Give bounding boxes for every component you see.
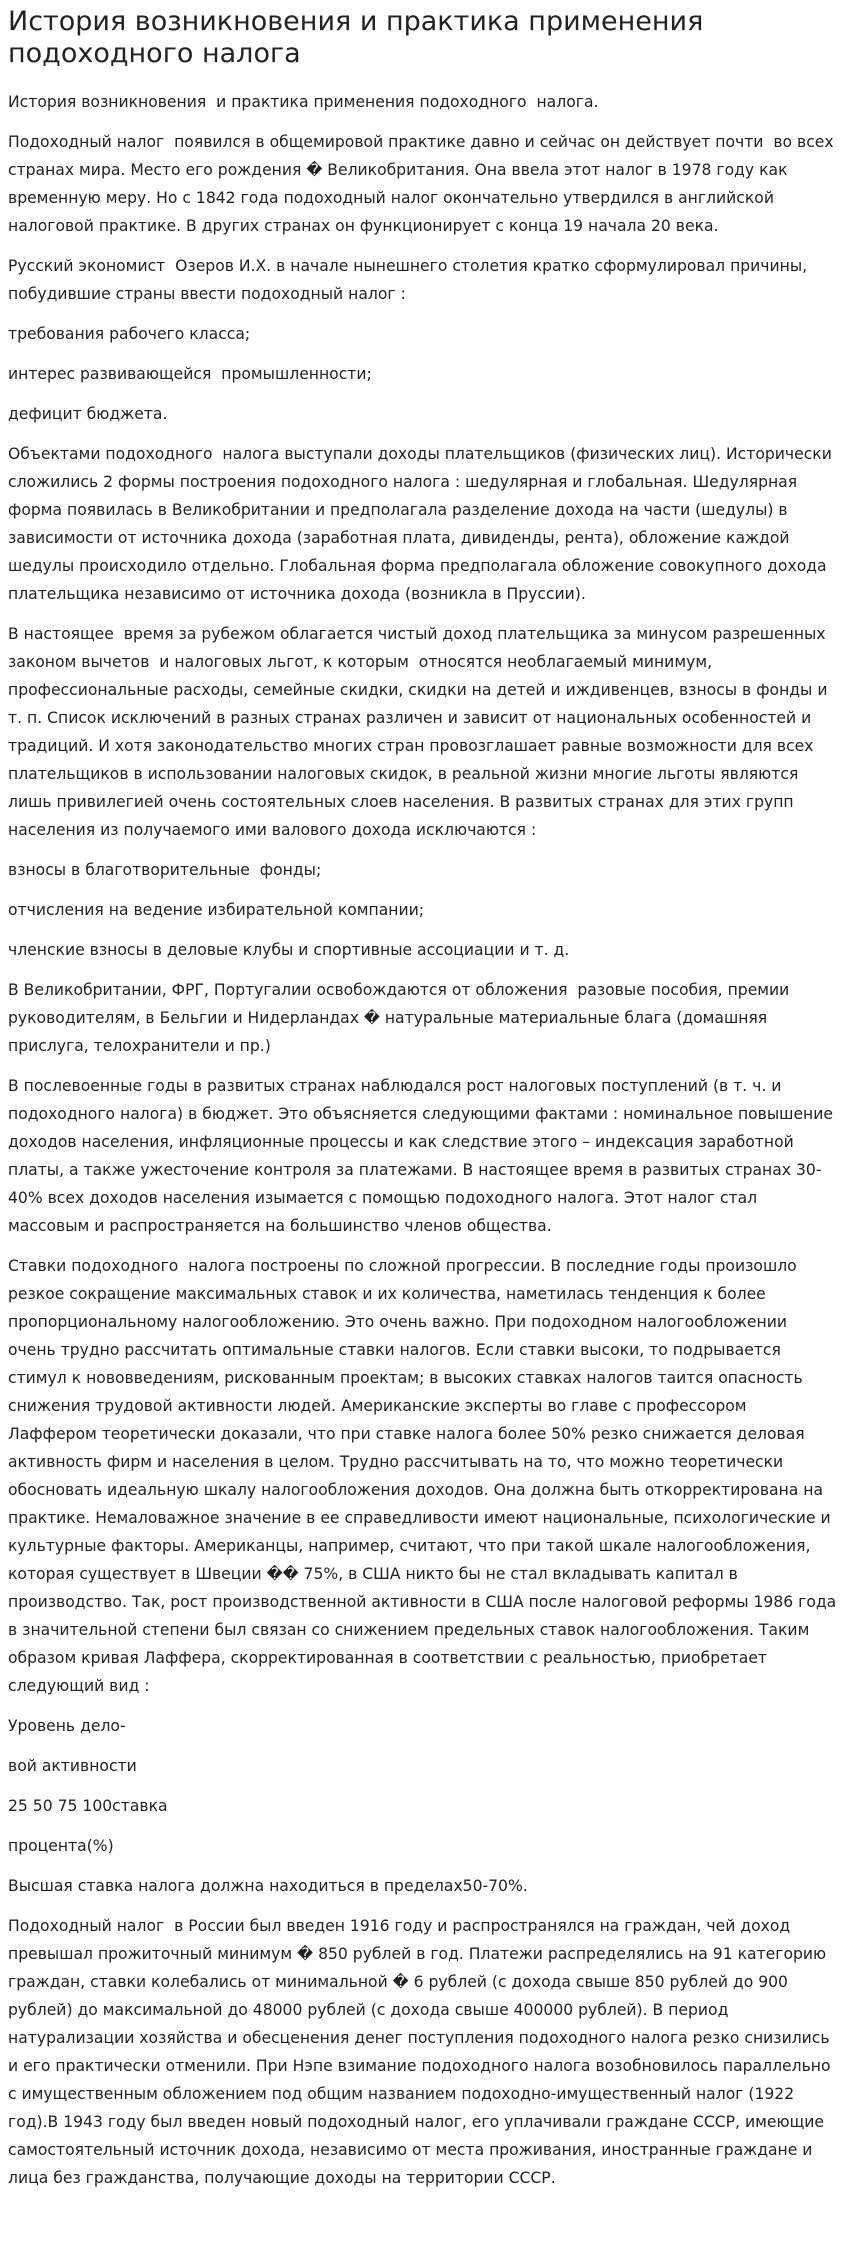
article-title: История возникновения и практика применения подоходного налога <box>8 6 704 69</box>
paragraph-forms: Объектами подоходного налога выступали доходы плательщиков (физических лиц). Исторически сложились 2 формы построения подоходного налога : шедулярная и глобальная. Шедулярная форма появилась в Великобритании и предполагала разделение дохода на части (шедулы) в зависимости от источника дохода (заработная плата, дивиденды, рента), обложение каждой шедулы происходило отдельно. Глобальная форма предполагала обложение совокупного дохода плательщика независимо от источника дохода (возникла в Пруссии). <box>8 445 837 603</box>
laffer-label-line: 25 50 75 100ставка <box>8 1797 168 1815</box>
laffer-label-line: Уровень дело- <box>8 1717 126 1735</box>
list-item-reason: дефицит бюджета. <box>8 405 168 423</box>
list-item-reason: интерес развивающейся промышленности; <box>8 365 372 383</box>
paragraph-intro: История возникновения и практика применения подоходного налога. <box>8 93 599 111</box>
paragraph-exemptions: В Великобритании, ФРГ, Португалии освобождаются от обложения разовые пособия, премии руководителям, в Бельгии и Нидерландах � натуральные материальные блага (домашняя прислуга, телохранители и пр.) <box>8 981 795 1055</box>
paragraph-origin: Подоходный налог появился в общемировой практике давно и сейчас он действует почти во всех странах мира. Место его рождения � Великобритания. Она ввела этот налог в 1978 году как временную меру. Но с 1842 года подоходный налог окончательно утвердился в английской налоговой практике. В других странах он функционирует с конца 19 начала 20 века. <box>8 133 839 235</box>
paragraph-rates: Ставки подоходного налога построены по сложной прогрессии. В последние годы произошло резкое сокращение максимальных ставок и их количества, наметилась тенденция к более пропорциональному налогообложению. Это очень важно. При подоходном налогообложении очень трудно рассчитать оптимальные ставки налогов. Если ставки высоки, то подрывается стимул к нововведениям, рискованным проектам; в высоких ставках налогов таится опасность снижения трудовой активности людей. Американские эксперты во главе с профессором Лаффером теоретически доказали, что при ставке налога более 50% резко снижается деловая активность фирм и населения в целом. Трудно рассчитывать на то, что можно теоретически обосновать идеальную шкалу налогообложения доходов. Она должна быть откорректирована на практике. Немаловажное значение в ее справедливости имеют национальные, психологические и культурные факторы. Американцы, например, считают, что при такой шкале налогообложения, которая существует в Швеции �� 75%, в США никто бы не стал вкладывать капитал в производство. Так, рост производственной активности в США после налоговой реформы 1986 года в значительной степени был связан со снижением предельных ставок налогообложения. Таким образом кривая Лаффера, скорректированная в соответствии с реальностью, приобретает следующий вид : <box>8 1257 842 1695</box>
list-item-exclusion: отчисления на ведение избирательной компании; <box>8 901 425 919</box>
laffer-label-line: вой активности <box>8 1757 137 1775</box>
list-item-exclusion: членские взносы в деловые клубы и спортивные ассоциации и т. д. <box>8 941 570 959</box>
laffer-label-line: процента(%) <box>8 1837 114 1855</box>
paragraph-russia: Подоходный налог в России был введен 1916 году и распространялся на граждан, чей доход превышал прожиточный минимум � 850 рублей в год. Платежи распределялись на 91 категорию граждан, ставки колебались от минимальной � 6 рублей (с дохода свыше 850 рублей до 900 рублей) до максимальной до 48000 рублей (с дохода свыше 400000 рублей). В период натурализации хозяйства и обесценения денег поступления подоходного налога резко снизились и его практически отменили. При Нэпе взимание подоходного налога возобновилось параллельно с имущественным обложением под общим названием подоходно-имущественный налог (1922 год).В 1943 году был введен новый подоходный налог, его уплачивали граждане СССР, имеющие самостоятельный источник дохода, независимо от места проживания, иностранные граждане и лица без гражданства, получающие доходы на территории СССР. <box>8 1917 836 2187</box>
paragraph-deductions: В настоящее время за рубежом облагается чистый доход плательщика за минусом разрешенных законом вычетов и налоговых льгот, к которым относятся необлагаемый минимум, профессиональные расходы, семейные скидки, скидки на детей и иждивенцев, взносы в фонды и т. п. Список исключений в разных странах различен и зависит от национальных особенностей и традиций. И хотя законодательство многих стран провозглашает равные возможности для всех плательщиков в использовании налоговых скидок, в реальной жизни многие льготы являются лишь привилегией очень состоятельных слоев населения. В развитых странах для этих групп населения из получаемого ими валового дохода исключаются : <box>8 625 833 839</box>
paragraph-postwar: В послевоенные годы в развитых странах наблюдался рост налоговых поступлений (в т. ч. и подоходного налога) в бюджет. Это объясняется следующими фактами : номинальное повышение доходов населения, инфляционные процессы и как следствие этого – индексация заработной платы, а также ужесточение контроля за платежами. В настоящее время в развитых странах 30-40% всех доходов населения изымается с помощью подоходного налога. Этот налог стал массовым и распространяется на большинство членов общества. <box>8 1077 838 1235</box>
paragraph-ozerov: Русский экономист Озеров И.Х. в начале нынешнего столетия кратко сформулировал причины, побудившие страны ввести подоходный налог : <box>8 257 813 303</box>
list-item-exclusion: взносы в благотворительные фонды; <box>8 861 322 879</box>
list-item-reason: требования рабочего класса; <box>8 325 251 343</box>
paragraph-max-rate: Высшая ставка налога должна находиться в пределах50-70%. <box>8 1877 528 1895</box>
